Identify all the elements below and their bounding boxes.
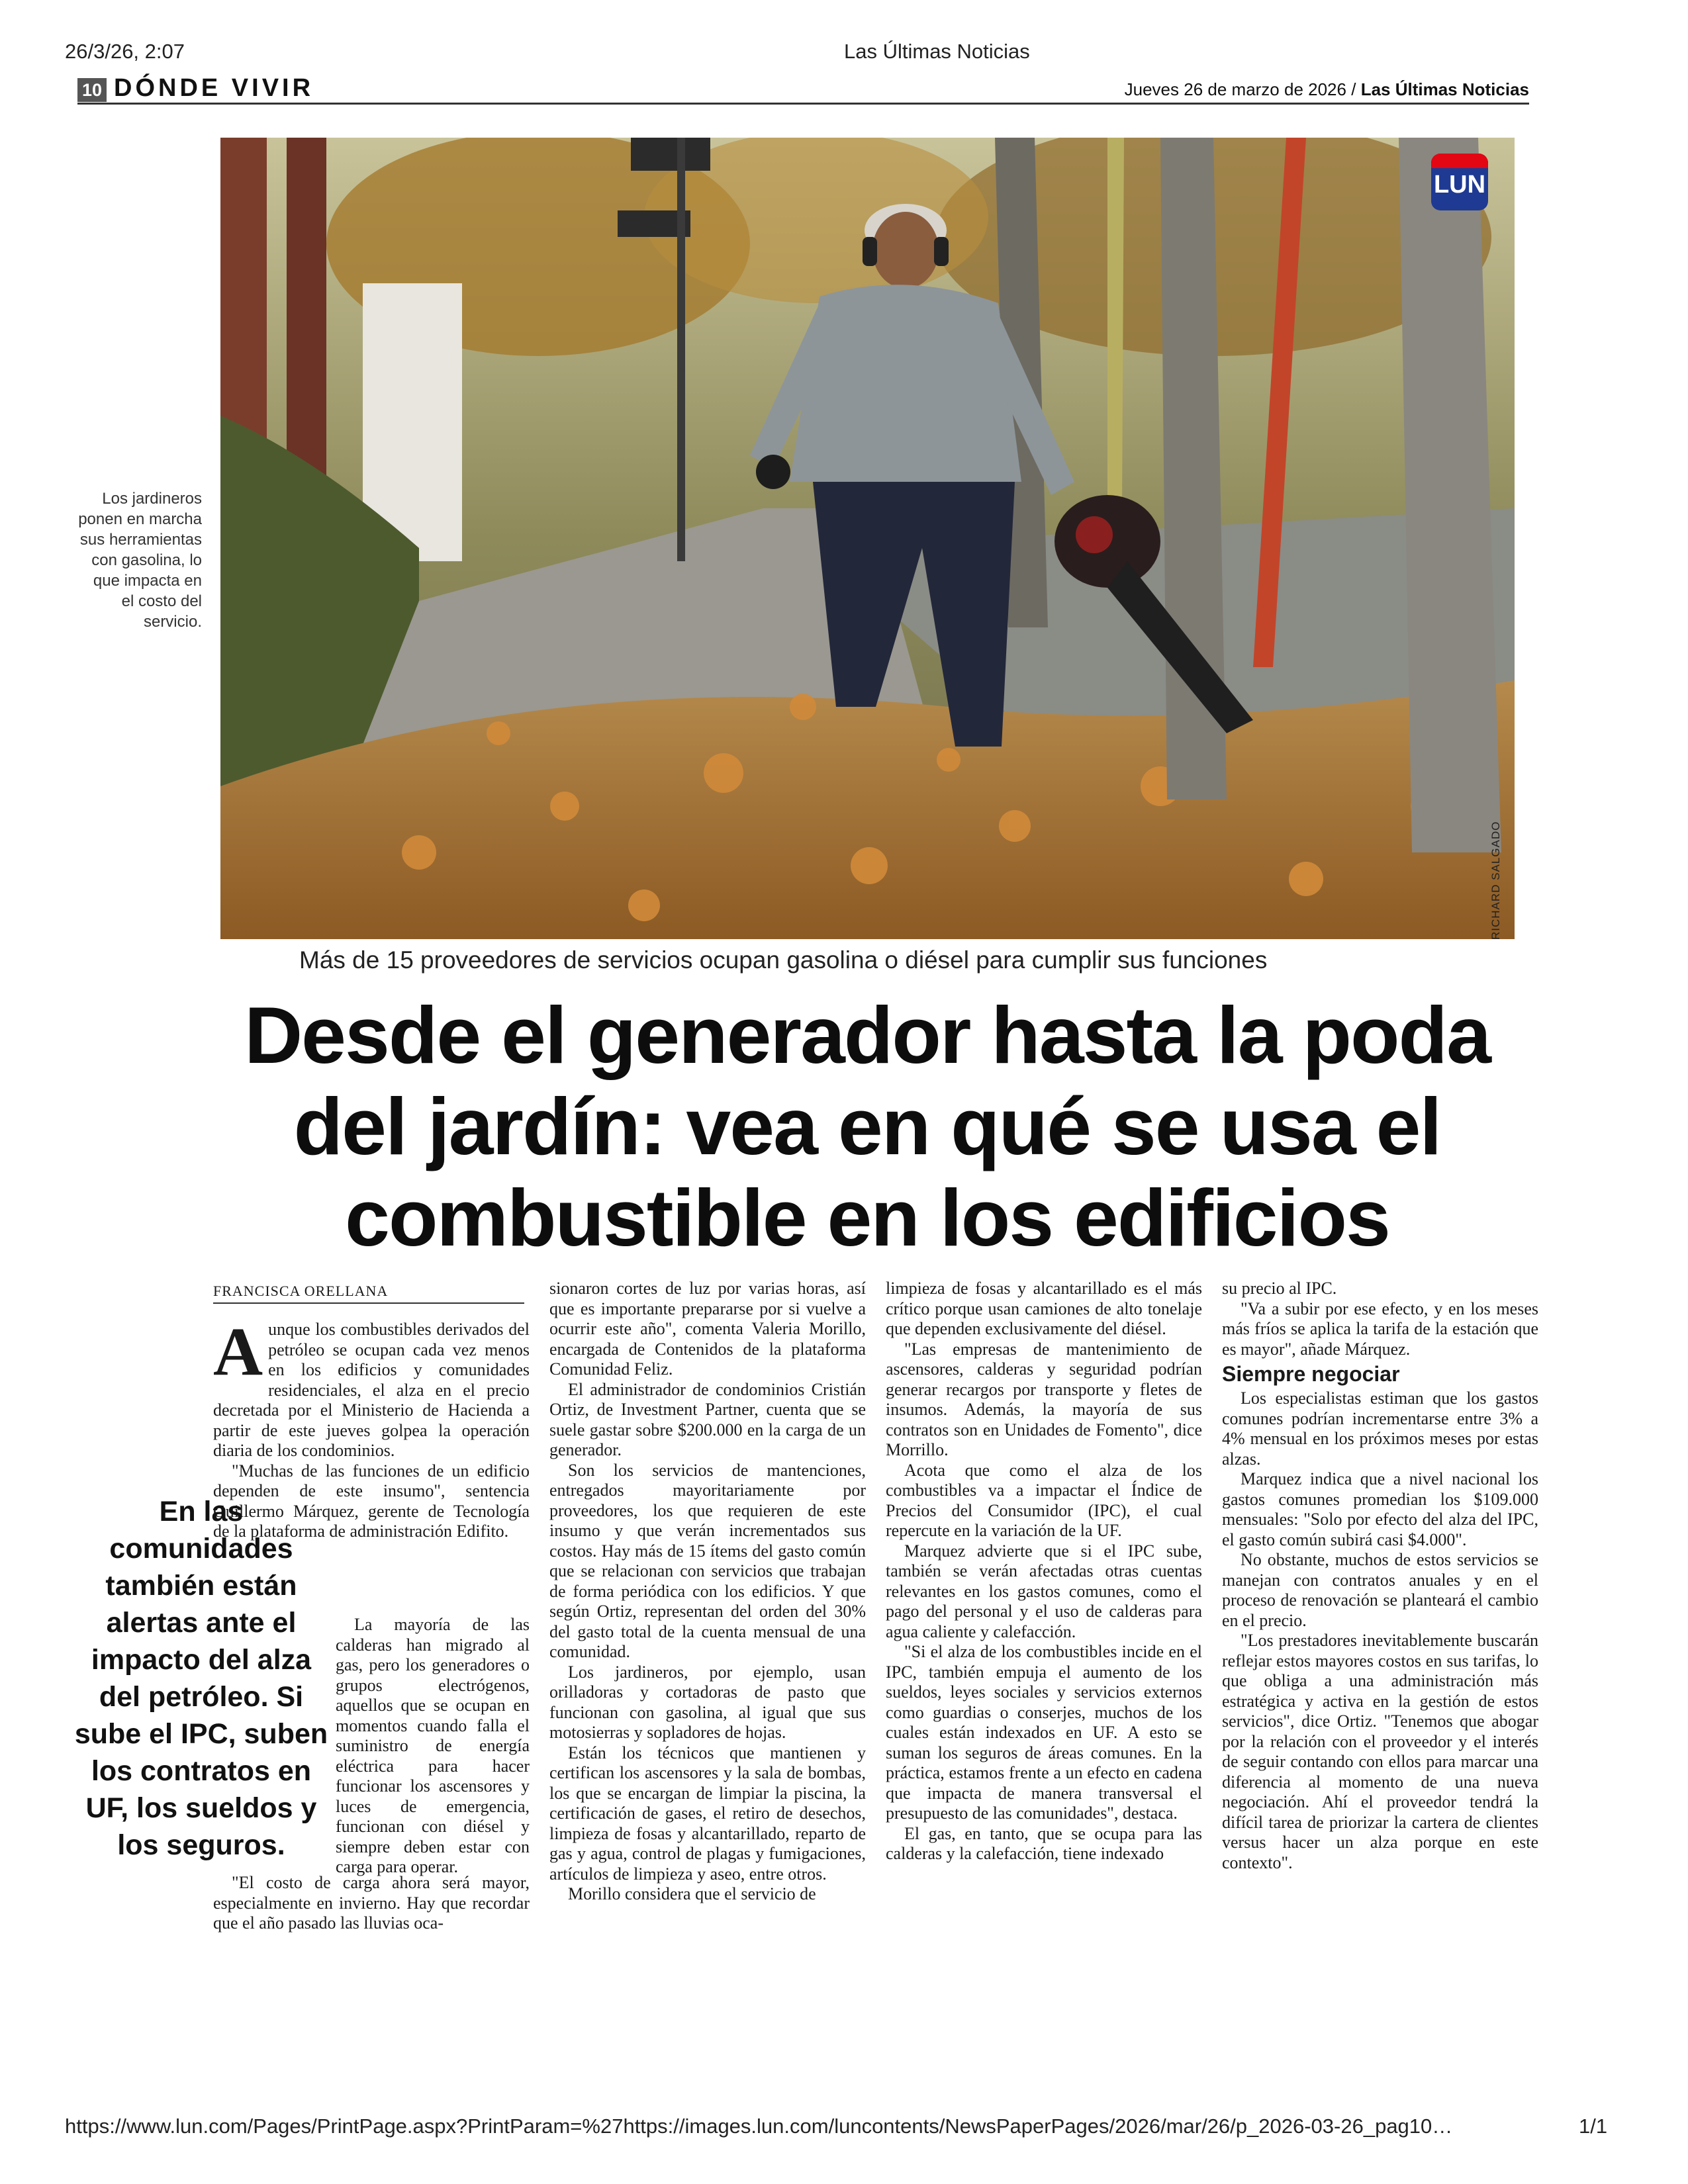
section-subhead: Siempre negociar [1222,1362,1400,1386]
newspaper-name: Las Últimas Noticias [1360,79,1529,99]
lead-paragraph: unque los combustibles derivados del petróleo se ocupan cada vez menos en los edificios y comunidades residenciales, el alza en el precio decretada por el Ministerio de Hacienda a partir de este jueves golpea la operación diaria de los condominios. [213,1320,530,1460]
article-kicker: Más de 15 proveedores de servicios ocupan gasolina o diésel para cumplir sus funciones [299,946,1268,974]
photo-caption: Los jardineros ponen en marcha sus herramientas con gasolina, lo que impacta en el costo del servicio. [78,490,202,631]
byline: FRANCISCA ORELLANA [213,1283,524,1304]
gardener-leaf-blower-illustration [220,138,1515,939]
col2-paragraph: sionaron cortes de luz por varias horas, así que es importante prepararse por si vuelve a ocurrir este año", comenta Valeria Morillo, encargada de Contenidos de la plataforma Comunidad Feliz. [549,1279,866,1379]
article-photo [220,138,1515,939]
pull-quote: En las comunidades también están alertas ante el impacto del alza del petróleo. Si sube el IPC, suben los contratos en UF, los sueldos y los seguros. [74,1496,328,1861]
col2-paragraph: El administrador de condominios Cristián Ortiz, de Investment Partner, cuenta que se suele gastar sobre $200.000 en la carga de un generador. [549,1379,866,1459]
column-2 [549,1279,866,1905]
col2-paragraph: Están los técnicos que mantienen y certifican los ascensores y la sala de bombas, los que se encargan de limpiar la piscina, la certificación de gases, el retiro de desechos, limpieza de fosas y alcantarillado, reparto de gas y agua, control de plagas y fumigaciones, artículos de limpieza y aseo, entre otros. [549,1743,866,1884]
issue-date: Jueves 26 de marzo de 2026 [1124,79,1346,99]
print-page-title: Las Últimas Noticias [844,40,1030,63]
col4-paragraph: "Los prestadores inevitablemente buscarán reflejar estos mayores costos en sus tarifas, lo que obliga a una administración más estratégica y activa en la gestión de estos servicios", dice Ortiz. "Tenemos que abogar por la relación con el proveedor y el interés de seguir contando con ellos para marcar una diferencia al momento de una nueva negociación. Ahí el proveedor tendrá la difícil tarea de priorizar la cartera de clientes versus hacer un alza porque en este contexto". [1222,1631,1538,1872]
article-headline [172,989,1562,1263]
col2-paragraph: Morillo considera que el servicio de [568,1884,816,1903]
col2-paragraph: Son los servicios de mantenciones, entregados mayoritariamente por proveedores, los que requieren de este insumo y que verán incrementados sus costos. Hay más de 15 ítems del gasto común que se relacionan con servicios que trabajan de forma periódica con los edificios. Y que según Ortiz, representan del orden del 30% del gasto total de la cuenta mensual de una comunidad. [549,1460,866,1661]
headline-line-1: Desde el generador hasta la poda [244,990,1490,1080]
col4-paragraph: "Va a subir por ese efecto, y en los meses más fríos se aplica la tarifa de la estación que es mayor", añade Márquez. [1222,1298,1538,1359]
column-4 [1222,1279,1538,1873]
print-url: https://www.lun.com/Pages/PrintPage.aspx?PrintParam=%27https://images.lun.com/luncontents/NewsPaperPages/2026/mar/26/p_2026-03-26_pag10… [65,2115,1453,2138]
col3-paragraph: "Las empresas de mantenimiento de ascensores, calderas y seguridad podrían generar recargos por transporte y fletes de insumos. Además, la mayoría de sus contratos son en Unidades de Fomento", dice Morrillo. [886,1339,1202,1459]
column-1-paragraph-3: La mayoría de las calderas han migrado al gas, pero los generadores o grupos electrógenos, aquellos que se ocupan en momentos cuando falla el suministro de energía eléctrica para hacer funcionar los ascensores y luces de emergencia, funcionan con diésel y siempre deben estar con carga para operar. [336,1615,530,1876]
col3-paragraph: limpieza de fosas y alcantarillado es el más crítico porque usan camiones de alto tonelaje que dependen exclusivamente del diésel. [886,1279,1202,1338]
col4-paragraph: Los especialistas estiman que los gastos comunes podrían incrementarse entre 3% a 4% mensual en los próximos meses por estas alzas. [1222,1388,1538,1469]
drop-cap: A [213,1314,263,1390]
header-rule [77,103,1529,105]
col3-paragraph: "Si el alza de los combustibles incide en el IPC, también empuja el aumento de los sueldos, leyes sociales y servicios externos como guardias o conserjes, muchos de los cuales están indexados en UF. A esto se suman los seguros de áreas comunes. En la práctica, estamos frente a un efecto en cadena que impacta de manera transversal el presupuesto de las comunidades", destaca. [886,1642,1202,1823]
col3-paragraph: Acota que como el alza de los combustibles va a impactar el Índice de Precios del Consumidor (IPC), el cual repercute en la variación de la UF. [886,1460,1202,1540]
section-title: DÓNDE VIVIR [114,74,314,102]
col3-paragraph: El gas, en tanto, que se ocupa para las calderas y la calefacción, tiene indexado [886,1823,1202,1863]
column-1-quote: "Muchas de las funciones de un edificio dependen de este insumo", sentencia Guillermo Márquez, gerente de Tecnología de la plataforma de administración Edifito. [213,1461,530,1541]
page-number: 10 [77,78,107,102]
photo-credit: RICHARD SALGADO [1489,821,1502,940]
print-page-count: 1/1 [1579,2115,1608,2138]
col2-paragraph: Los jardineros, por ejemplo, usan orilladoras y cortadoras de pasto que funcionan con gasolina, al igual que sus motosierras y sopladores de hojas. [549,1662,866,1742]
print-datetime: 26/3/26, 2:07 [65,40,185,63]
column-1-paragraph-4: "El costo de carga ahora será mayor, especialmente en invierno. Hay que recordar que el año pasado las lluvias oca- [213,1873,530,1933]
lun-logo [1431,154,1488,210]
column-1-bottom [213,1873,530,1934]
col3-paragraph: Marquez advierte que si el IPC sube, también se verán afectadas otras cuentas relevantes en los gastos comunes, como el pago del personal y el uso de calderas para agua caliente y calefacción. [886,1541,1202,1641]
headline-line-2: del jardín: vea en qué se usa el [293,1081,1441,1171]
lun-logo-text: LUN [1433,171,1486,199]
headline-line-3: combustible en los edificios [345,1173,1389,1263]
column-3 [886,1279,1202,1864]
header-separator: / [1351,79,1356,99]
column-1-narrow [336,1615,530,1878]
col4-paragraph: Marquez indica que a nivel nacional los gastos comunes promedian los $109.000 mensuales: "Solo por efecto del alza del IPC, el gasto común subirá casi $4.000". [1222,1469,1538,1549]
col4-paragraph: No obstante, muchos de estos servicios se manejan con contratos anuales y en el proceso de renovación se planteará el cambio en el precio. [1222,1550,1538,1630]
col4-paragraph: su precio al IPC. [1222,1279,1337,1298]
header-date-line [1125,79,1529,100]
